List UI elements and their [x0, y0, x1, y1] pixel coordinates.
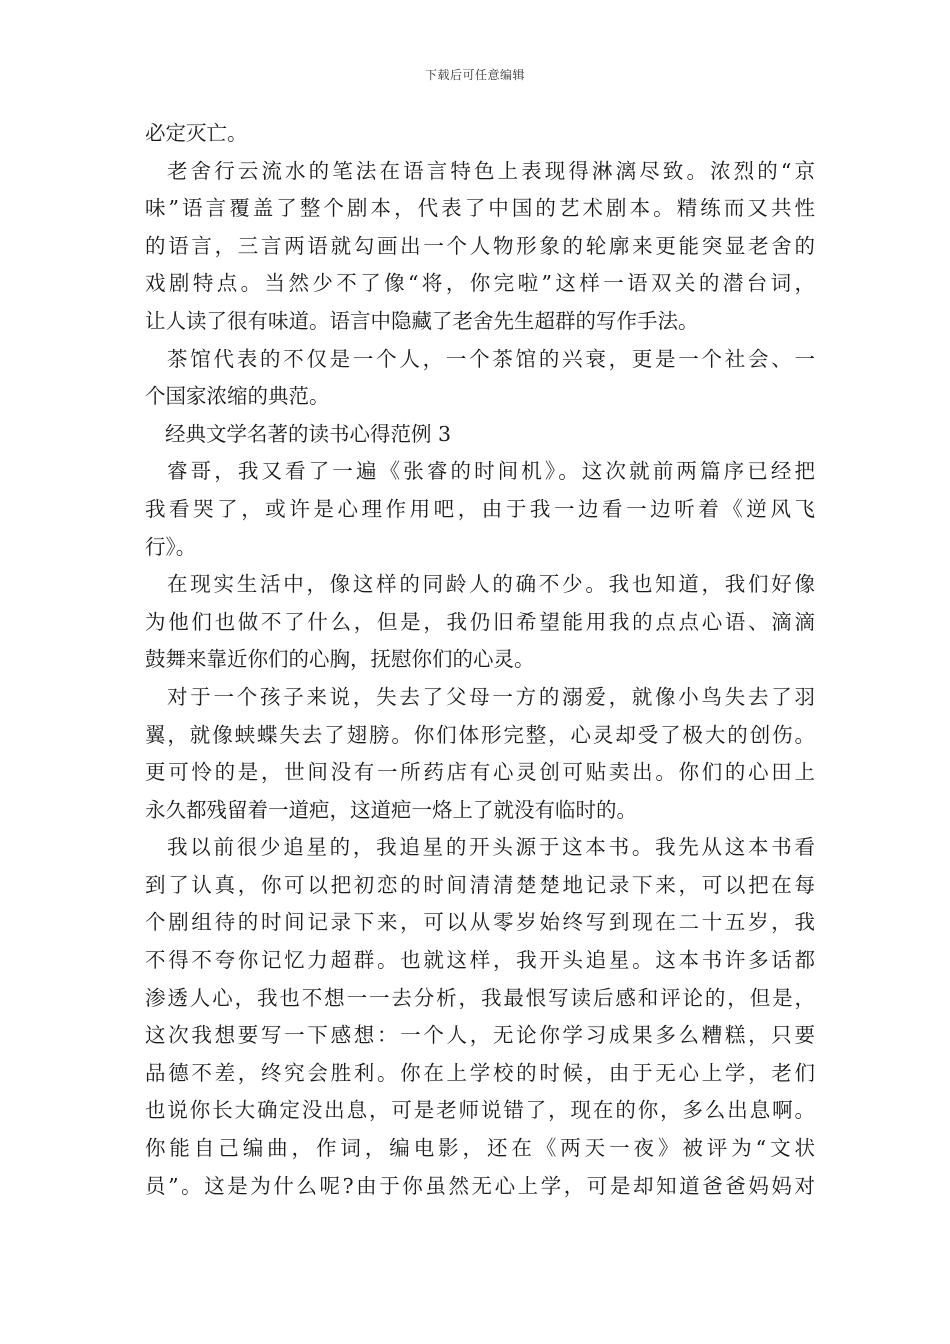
text-line: 老舍行云流水的笔法在语言特色上表现得淋漓尽致。浓烈的“京 [167, 158, 815, 183]
text-line: 更可怜的是，世间没有一所药店有心灵创可贴卖出。你们的心田上 [145, 760, 815, 785]
text-line: 不得不夸你记忆力超群。也就这样，我开头追星。这本书许多话都 [145, 948, 815, 973]
text-line: 永久都残留着一道疤，这道疤一烙上了就没有临时的。 [145, 797, 637, 822]
text-line: 个国家浓缩的典范。 [145, 384, 330, 409]
page-header: 下载后可任意编辑 [424, 68, 525, 82]
text-line: 我看哭了，或许是心理作用吧，由于我一边看一边听着《逆风飞 [145, 496, 815, 521]
text-line: 对于一个孩子来说，失去了父母一方的溺爱，就像小鸟失去了羽 [167, 684, 815, 709]
text-line: 必定灭亡。 [145, 121, 248, 145]
section-heading: 经典文学名著的读书心得范例 3 [165, 421, 452, 446]
text-line: 的语言，三言两语就勾画出一个人物形象的轮廓来更能突显老舍的 [145, 233, 815, 258]
text-line: 味”语言覆盖了整个剧本，代表了中国的艺术剧本。精练而又共性 [145, 196, 815, 221]
text-line: 渗透人心，我也不想一一去分析，我最恨写读后感和评论的，但是， [145, 985, 815, 1010]
text-line: 到了认真，你可以把初恋的时间清清楚楚地记录下来，可以把在每 [145, 872, 815, 897]
text-line: 行》。 [145, 534, 197, 559]
text-line: 品德不差，终究会胜利。你在上学校的时候，由于无心上学，老们 [145, 1060, 815, 1085]
text-line: 这次我想要写一下感想：一个人，无论你学习成果多么糟糕，只要 [145, 1023, 815, 1048]
text-line: 茶馆代表的不仅是一个人，一个茶馆的兴衰，更是一个社会、一 [167, 346, 815, 371]
text-line: 翼，就像蛱蝶失去了翅膀。你们体形完整，心灵却受了极大的创伤。 [145, 722, 815, 747]
text-line: 个剧组待的时间记录下来，可以从零岁始终写到现在二十五岁，我 [145, 910, 815, 935]
document-body [145, 115, 815, 1205]
text-line: 在现实生活中，像这样的同龄人的确不少。我也知道，我们好像 [167, 572, 815, 597]
text-line: 我以前很少追星的，我追星的开头源于这本书。我先从这本书看 [167, 835, 815, 860]
text-line: 睿哥，我又看了一遍《张睿的时间机》。这次就前两篇序已经把 [167, 459, 815, 484]
text-line: 也说你长大确定没出息，可是老师说错了，现在的你，多么出息啊。 [145, 1098, 815, 1123]
text-line: 让人读了很有味道。语言中隐藏了老舍先生超群的写作手法。 [145, 308, 699, 333]
text-line: 你能自己编曲，作词，编电影，还在《两天一夜》被评为“文状 [145, 1136, 815, 1161]
text-line: 戏剧特点。当然少不了像“将，你完啦”这样一语双关的潜台词， [145, 271, 815, 296]
text-line: 为他们也做不了什么，但是，我仍旧希望能用我的点点心语、滴滴 [145, 609, 815, 634]
text-line: 鼓舞来靠近你们的心胸，抚慰你们的心灵。 [145, 647, 535, 672]
text-line: 员”。这是为什么呢?由于你虽然无心上学，可是却知道爸爸妈妈对 [145, 1173, 815, 1198]
